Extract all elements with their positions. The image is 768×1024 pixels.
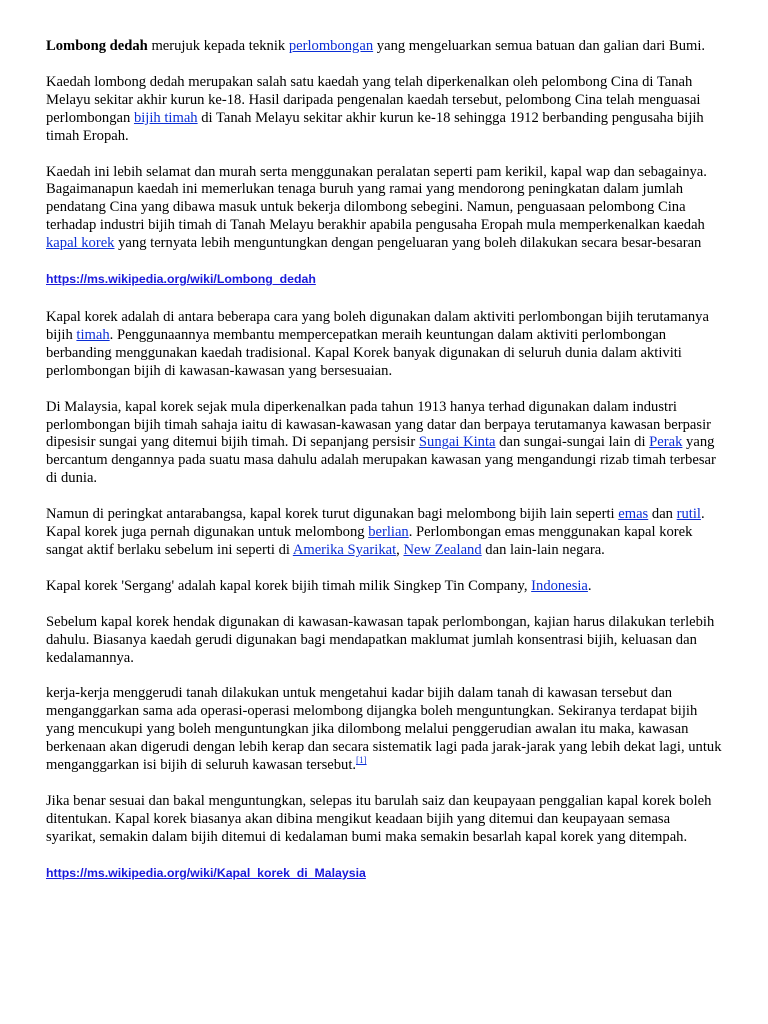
text: . Penggunaannya membantu mempercepatkan meraih keuntungan dalam aktiviti perlombongan berbanding menggunakan kaedah tradisional. Kapal Korek banyak digunakan di seluruh dunia dalam aktiviti perlombongan bijih di kawasan-kawasan yang bersesuaian.	[46, 326, 682, 379]
text: .	[587, 577, 592, 594]
source-url-kapal-korek[interactable]: https://ms.wikipedia.org/wiki/Kapal_korek_di_Malaysia	[46, 865, 366, 880]
text: Kapal korek 'Sergang' adalah kapal korek bijih timah milik Singkep Tin Company,	[46, 577, 532, 594]
text: Kaedah lombong dedah merupakan salah satu kaedah yang telah diperkenalkan oleh pelombong Cina di Tanah Melayu sekitar akhir kurun ke-18. Hasil daripada pengenalan kaedah tersebut, pelombong Cina telah menguasai perlombongan	[46, 73, 701, 126]
link-amerika-syarikat[interactable]: Amerika Syarikat	[292, 541, 397, 558]
link-indonesia[interactable]: Indonesia	[531, 577, 588, 594]
source-url-lombong-dedah[interactable]: https://ms.wikipedia.org/wiki/Lombong_dedah	[46, 272, 316, 287]
link-rutil[interactable]: rutil	[676, 506, 701, 523]
link-sungai-kinta[interactable]: Sungai Kinta	[418, 434, 496, 451]
paragraph-sizing	[46, 793, 722, 847]
link-timah[interactable]: timah	[76, 326, 110, 343]
term-heading: Lombong dedah	[46, 38, 148, 54]
text: Namun di peringkat antarabangsa, kapal korek turut digunakan bagi melombong bijih lain seperti	[46, 506, 619, 523]
paragraph-survey	[46, 614, 722, 668]
link-bijih-timah[interactable]: bijih timah	[133, 109, 198, 126]
text: dan sungai-sungai lain di	[495, 434, 650, 451]
text: Di Malaysia, kapal korek sejak mula diperkenalkan pada tahun 1913 hanya terhad digunakan dalam industri perlombongan bijih timah sahaja iaitu di kawasan-kawasan yang datar dan berpaya terutamanya kawasan berpasir dipesisir sungai yang ditemui bijih timah. Di sepanjang persisir	[46, 398, 711, 451]
text: Sebelum kapal korek hendak digunakan di kawasan-kawasan tapak perlombongan, kajian harus dilakukan terlebih dahulu. Biasanya kaedah gerudi digunakan bagi mendapatkan maklumat jumlah konsentrasi bijih, keluasan dan kedalamannya.	[46, 613, 715, 666]
text: Kaedah ini lebih selamat dan murah serta menggunakan peralatan seperti pam kerikil, kapal wap dan sebagainya. Bagaimanapun kaedah ini memerlukan tenaga buruh yang ramai yang mendorong peningkatan dalam jumlah pendatang Cina yang dibawa masuk untuk bekerja dilombong sebegini. Namun, penguasaan pelombong Cina terhadap industri bijih timah di Tanah Melayu berakhir apabila pengusaha Eropah mula memperkenalkan kaedah	[46, 163, 707, 234]
link-berlian[interactable]: berlian	[368, 524, 409, 541]
text: Kapal korek adalah di antara beberapa cara yang boleh digunakan dalam aktiviti perlombongan bijih terutamanya bijih	[46, 308, 709, 343]
paragraph-history	[46, 74, 722, 146]
paragraph-intro	[46, 38, 722, 56]
text: dan	[648, 506, 677, 523]
text: yang ternyata lebih menguntungkan dengan pengeluaran yang boleh dilakukan secara besar-besaran	[114, 235, 702, 252]
link-emas[interactable]: emas	[618, 506, 649, 523]
text: . Perlombongan emas menggunakan kapal korek sangat aktif berlaku sebelum ini seperti di	[46, 524, 693, 558]
paragraph-kapal-korek	[46, 309, 722, 381]
document-page	[46, 38, 722, 903]
paragraph-international	[46, 506, 722, 560]
paragraph-drilling	[46, 685, 722, 775]
paragraph-sergang	[46, 578, 722, 596]
link-perak[interactable]: Perak	[649, 434, 683, 451]
text: di Tanah Melayu sekitar akhir kurun ke-18 sehingga 1912 berbanding pengusaha bijih timah Eropah.	[46, 109, 704, 144]
text: . Kapal korek juga pernah digunakan untuk melombong	[46, 506, 705, 541]
text: yang bercantum dengannya pada suatu masa dahulu adalah merupakan kawasan yang mengandungi rizab timah terbesar di dunia.	[46, 434, 716, 487]
text: kerja-kerja menggerudi tanah dilakukan untuk mengetahui kadar bijih dalam tanah di kawasan tersebut dan menganggarkan sama ada operasi-operasi melombong dijangka boleh menguntungkan. Sekiranya terdapat bijih yang mencukupi yang boleh menguntungkan jika dilombong melalui penggerudian awalan itu maka, kawasan berkenaan akan digerudi dengan lebih kerap dan secara sistematik lagi pada jarak-jarak yang lebih dekat lagi, untuk menganggarkan isi bijih di seluruh kawasan tersebut.	[46, 685, 722, 774]
link-kapal-korek[interactable]: kapal korek	[46, 235, 115, 252]
text: merujuk kepada teknik	[147, 38, 289, 54]
citation-link[interactable]: [1]	[356, 755, 367, 766]
paragraph-method	[46, 164, 722, 254]
text: yang mengeluarkan semua batuan dan galian dari Bumi.	[373, 38, 706, 54]
link-perlombongan[interactable]: perlombongan	[288, 38, 374, 54]
text: Jika benar sesuai dan bakal menguntungkan, selepas itu barulah saiz dan keupayaan penggalian kapal korek boleh ditentukan. Kapal korek biasanya akan dibina mengikut keadaan bijih yang ditemui dan keupayaan semasa syarikat, semakin dalam bijih ditemui di kedalaman bumi maka semakin besarlah kapal korek yang ditempah.	[46, 793, 712, 845]
paragraph-malaysia	[46, 399, 722, 489]
link-new-zealand[interactable]: New Zealand	[403, 541, 482, 558]
text: ,	[396, 541, 404, 558]
text: dan lain-lain negara.	[481, 541, 605, 558]
